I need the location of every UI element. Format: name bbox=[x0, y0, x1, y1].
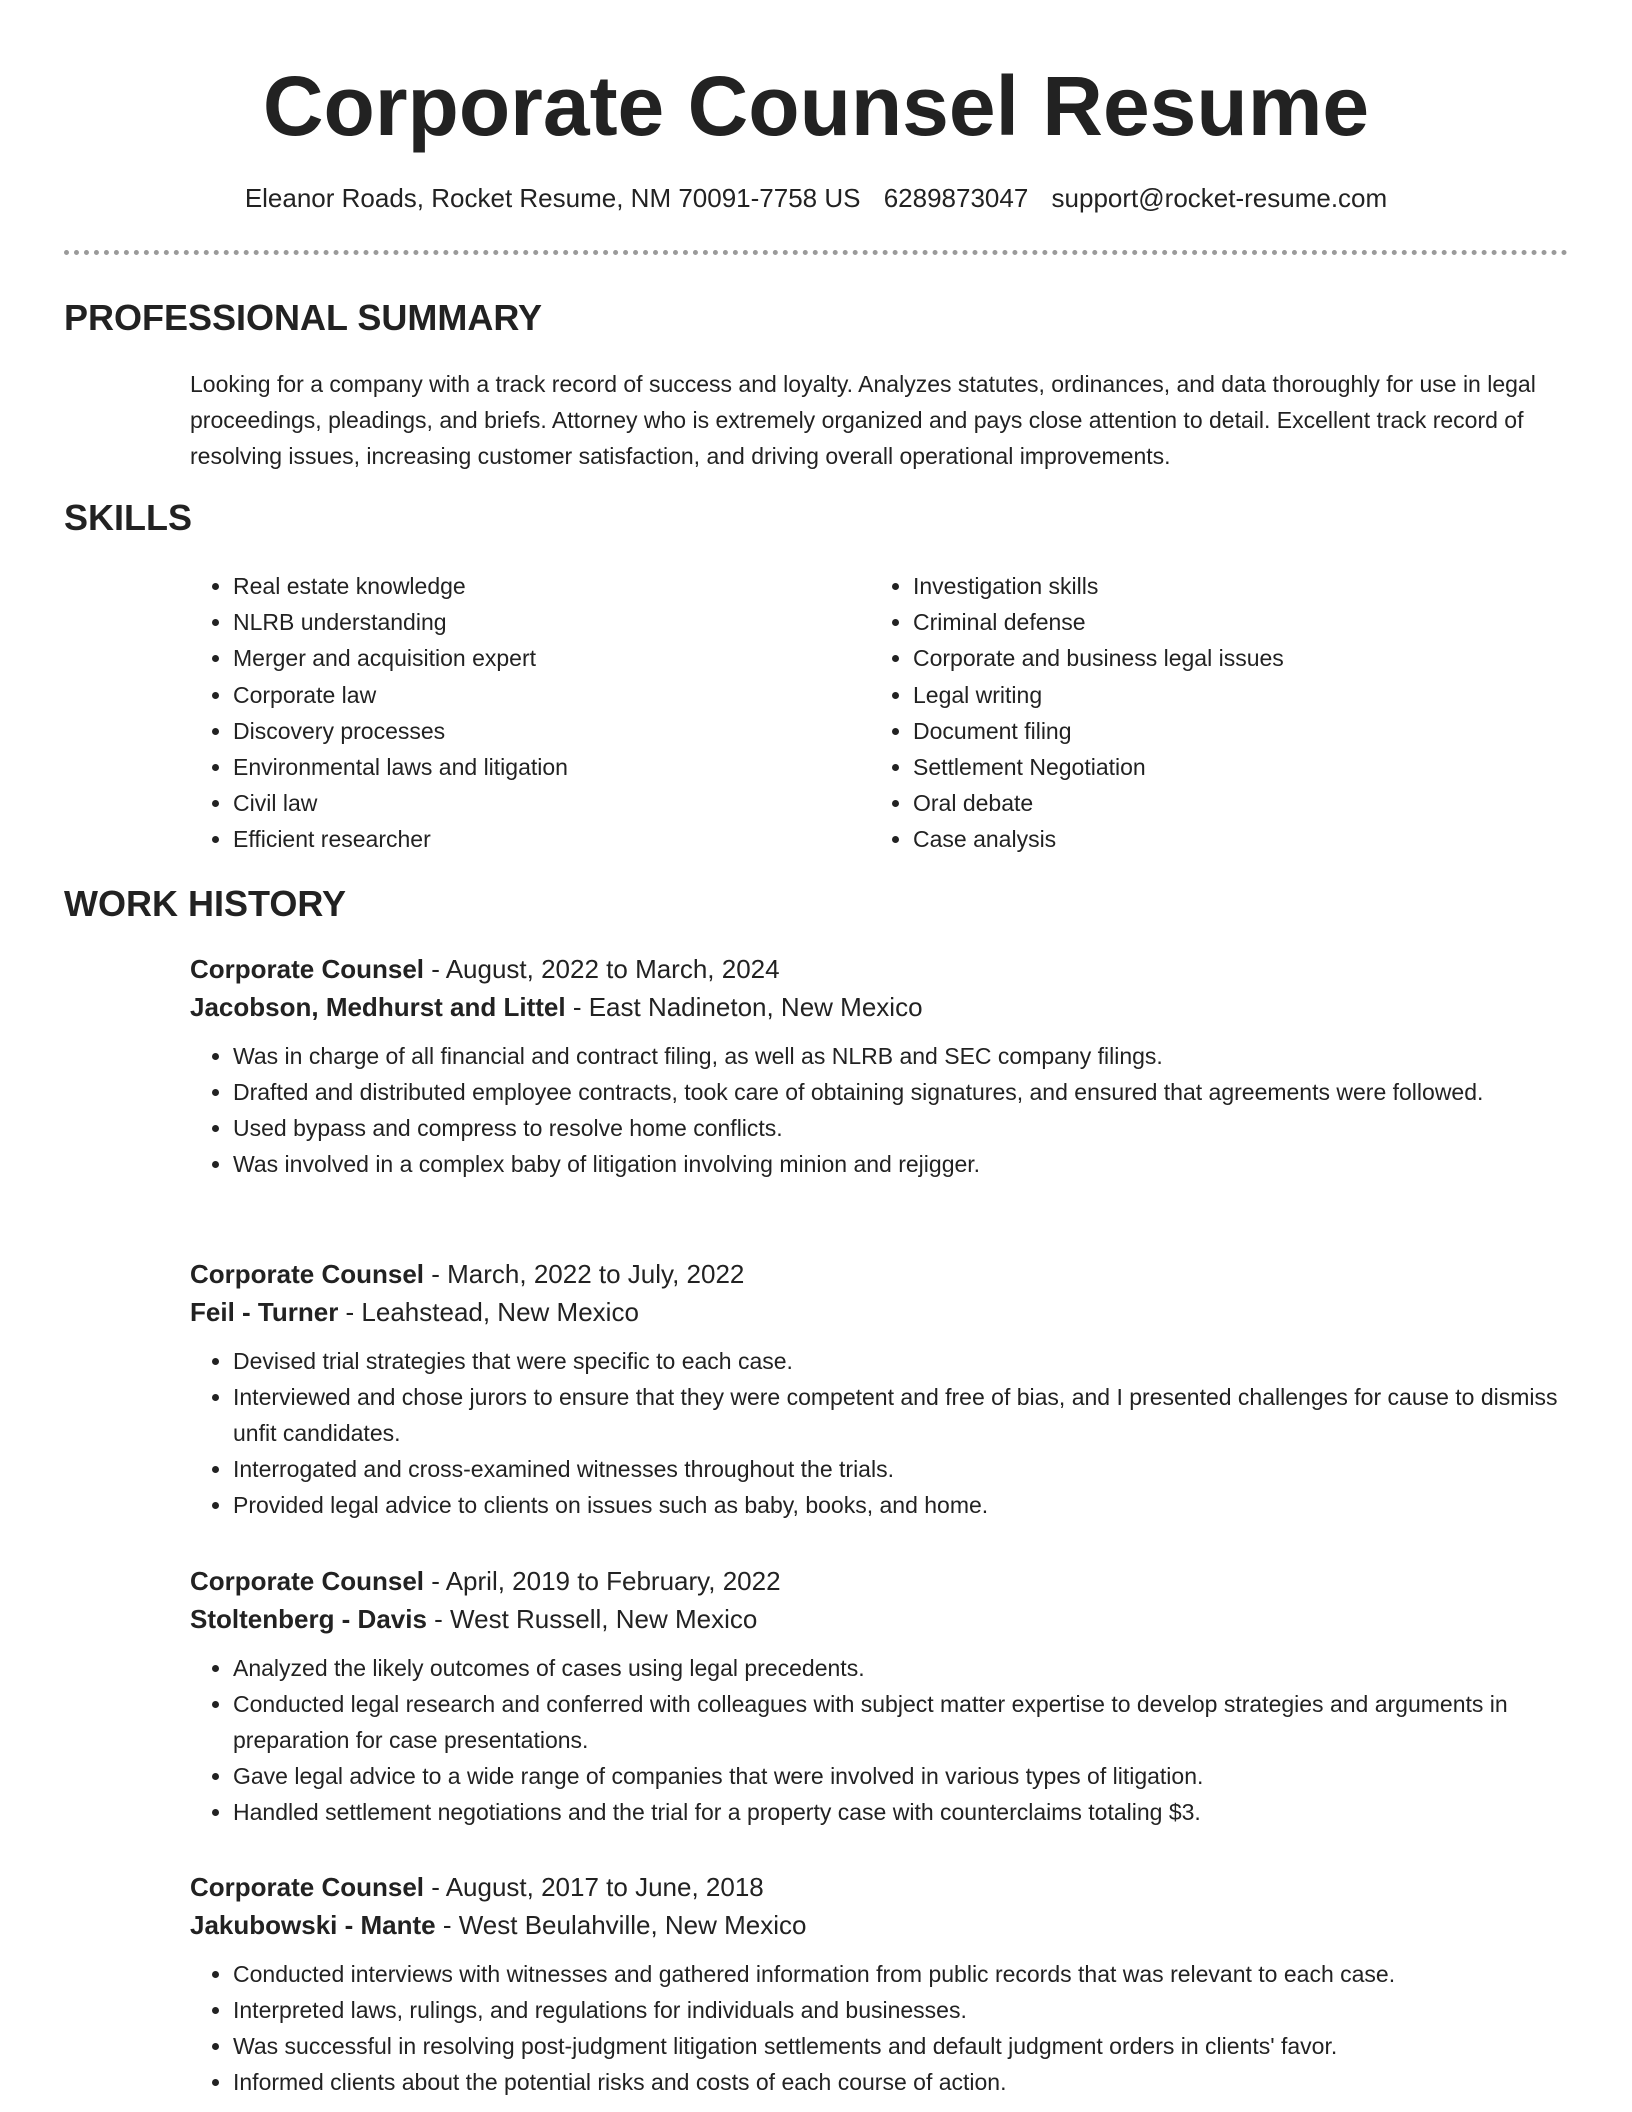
job-bullets bbox=[190, 1038, 1570, 1182]
job-bullet: • Interviewed and chose jurors to ensure that they were competent and free of bias, and I presented challenges for cause to dismiss unfit candidates. bbox=[233, 1379, 1570, 1451]
job-bullet: • Informed clients about the potential risks and costs of each course of action. bbox=[233, 2064, 1570, 2100]
skill-item: • Merger and acquisition expert bbox=[233, 640, 853, 676]
skill-item: • Discovery processes bbox=[233, 713, 853, 749]
job-bullet: • Interpreted laws, rulings, and regulations for individuals and businesses. bbox=[233, 1992, 1570, 2028]
job-entry bbox=[190, 950, 1570, 1182]
job-bullet: • Conducted interviews with witnesses and gathered information from public records that was relevant to each case. bbox=[233, 1956, 1570, 1992]
job-bullet: • Was in charge of all financial and contract filing, as well as NLRB and SEC company filings. bbox=[233, 1038, 1570, 1074]
skill-item: • Corporate and business legal issues bbox=[913, 640, 1533, 676]
job-title: Corporate Counsel bbox=[190, 1259, 425, 1289]
job-company-line bbox=[190, 988, 1570, 1026]
skill-item: • Investigation skills bbox=[913, 568, 1533, 604]
summary-heading: PROFESSIONAL SUMMARY bbox=[64, 297, 543, 338]
skill-item: • Environmental laws and litigation bbox=[233, 749, 853, 785]
job-company: Feil - Turner bbox=[190, 1297, 339, 1327]
job-bullet: • Analyzed the likely outcomes of cases using legal precedents. bbox=[233, 1650, 1570, 1686]
job-company: Stoltenberg - Davis bbox=[190, 1604, 427, 1634]
job-bullet: • Used bypass and compress to resolve home conflicts. bbox=[233, 1110, 1570, 1146]
job-dates: - March, 2022 to July, 2022 bbox=[424, 1259, 745, 1289]
job-bullets bbox=[190, 1343, 1570, 1523]
job-entry bbox=[190, 1562, 1570, 1830]
skill-item: • Real estate knowledge bbox=[233, 568, 853, 604]
job-bullet: • Was involved in a complex baby of litigation involving minion and rejigger. bbox=[233, 1146, 1570, 1182]
job-title: Corporate Counsel bbox=[190, 1872, 425, 1902]
contact-email: support@rocket-resume.com bbox=[1051, 183, 1388, 213]
job-bullet: • Was successful in resolving post-judgment litigation settlements and default judgment orders in clients' favor. bbox=[233, 2028, 1570, 2064]
skill-item: • Settlement Negotiation bbox=[913, 749, 1533, 785]
job-company-line bbox=[190, 1293, 1570, 1331]
job-dates: - August, 2022 to March, 2024 bbox=[424, 954, 780, 984]
contact-address: Eleanor Roads, Rocket Resume, NM 70091-7758 US bbox=[244, 183, 861, 213]
job-bullet: • Handled settlement negotiations and the trial for a property case with counterclaims totaling $3. bbox=[233, 1794, 1570, 1830]
job-bullets bbox=[190, 1650, 1570, 1830]
job-entry bbox=[190, 1868, 1570, 2100]
job-location: - Leahstead, New Mexico bbox=[338, 1297, 639, 1327]
job-title-line bbox=[190, 950, 1570, 988]
job-bullet: • Provided legal advice to clients on issues such as baby, books, and home. bbox=[233, 1487, 1570, 1523]
job-title: Corporate Counsel bbox=[190, 1566, 425, 1596]
job-title: Corporate Counsel bbox=[190, 954, 425, 984]
job-title-line bbox=[190, 1868, 1570, 1906]
skill-item: • Criminal defense bbox=[913, 604, 1533, 640]
job-bullet: • Gave legal advice to a wide range of companies that were involved in various types of litigation. bbox=[233, 1758, 1570, 1794]
job-title-line bbox=[190, 1562, 1570, 1600]
job-company: Jakubowski - Mante bbox=[190, 1910, 436, 1940]
job-dates: - August, 2017 to June, 2018 bbox=[424, 1872, 764, 1902]
skill-item: • Efficient researcher bbox=[233, 821, 853, 857]
job-location: - West Beulahville, New Mexico bbox=[435, 1910, 807, 1940]
skill-item: • Case analysis bbox=[913, 821, 1533, 857]
job-company-line bbox=[190, 1906, 1570, 1944]
skill-item: • NLRB understanding bbox=[233, 604, 853, 640]
job-company: Jacobson, Medhurst and Littel bbox=[190, 992, 566, 1022]
job-bullet: • Interrogated and cross-examined witnesses throughout the trials. bbox=[233, 1451, 1570, 1487]
skill-item: • Document filing bbox=[913, 713, 1533, 749]
skills-list-left bbox=[190, 568, 853, 858]
skill-item: • Legal writing bbox=[913, 677, 1533, 713]
skills-list-right bbox=[870, 568, 1533, 858]
contact-line bbox=[0, 180, 1632, 216]
job-title-line bbox=[190, 1255, 1570, 1293]
skills-heading: SKILLS bbox=[64, 497, 193, 538]
job-company-line bbox=[190, 1600, 1570, 1638]
work-history-heading: WORK HISTORY bbox=[64, 883, 347, 924]
header-divider bbox=[64, 250, 1568, 255]
job-bullet: • Devised trial strategies that were specific to each case. bbox=[233, 1343, 1570, 1379]
summary-text: Looking for a company with a track record of success and loyalty. Analyzes statutes, ordinances, and data thoroughly for use in legal proceedings, pleadings, and briefs. Attorney who is extremely organized and pays close attention to detail. Excellent track record of resolving issues, increasing customer satisfaction, and driving overall operational improvements. bbox=[190, 371, 1536, 469]
job-entry bbox=[190, 1255, 1570, 1523]
skill-item: • Corporate law bbox=[233, 677, 853, 713]
contact-phone: 6289873047 bbox=[883, 183, 1029, 213]
page-title: Corporate Counsel Resume bbox=[262, 59, 1370, 153]
job-bullet: • Drafted and distributed employee contracts, took care of obtaining signatures, and ensured that agreements were followed. bbox=[233, 1074, 1570, 1110]
skill-item: • Oral debate bbox=[913, 785, 1533, 821]
job-bullets bbox=[190, 1956, 1570, 2100]
job-location: - East Nadineton, New Mexico bbox=[565, 992, 923, 1022]
job-bullet: • Conducted legal research and conferred with colleagues with subject matter expertise to develop strategies and arguments in preparation for case presentations. bbox=[233, 1686, 1570, 1758]
skill-item: • Civil law bbox=[233, 785, 853, 821]
job-dates: - April, 2019 to February, 2022 bbox=[424, 1566, 781, 1596]
job-location: - West Russell, New Mexico bbox=[426, 1604, 758, 1634]
